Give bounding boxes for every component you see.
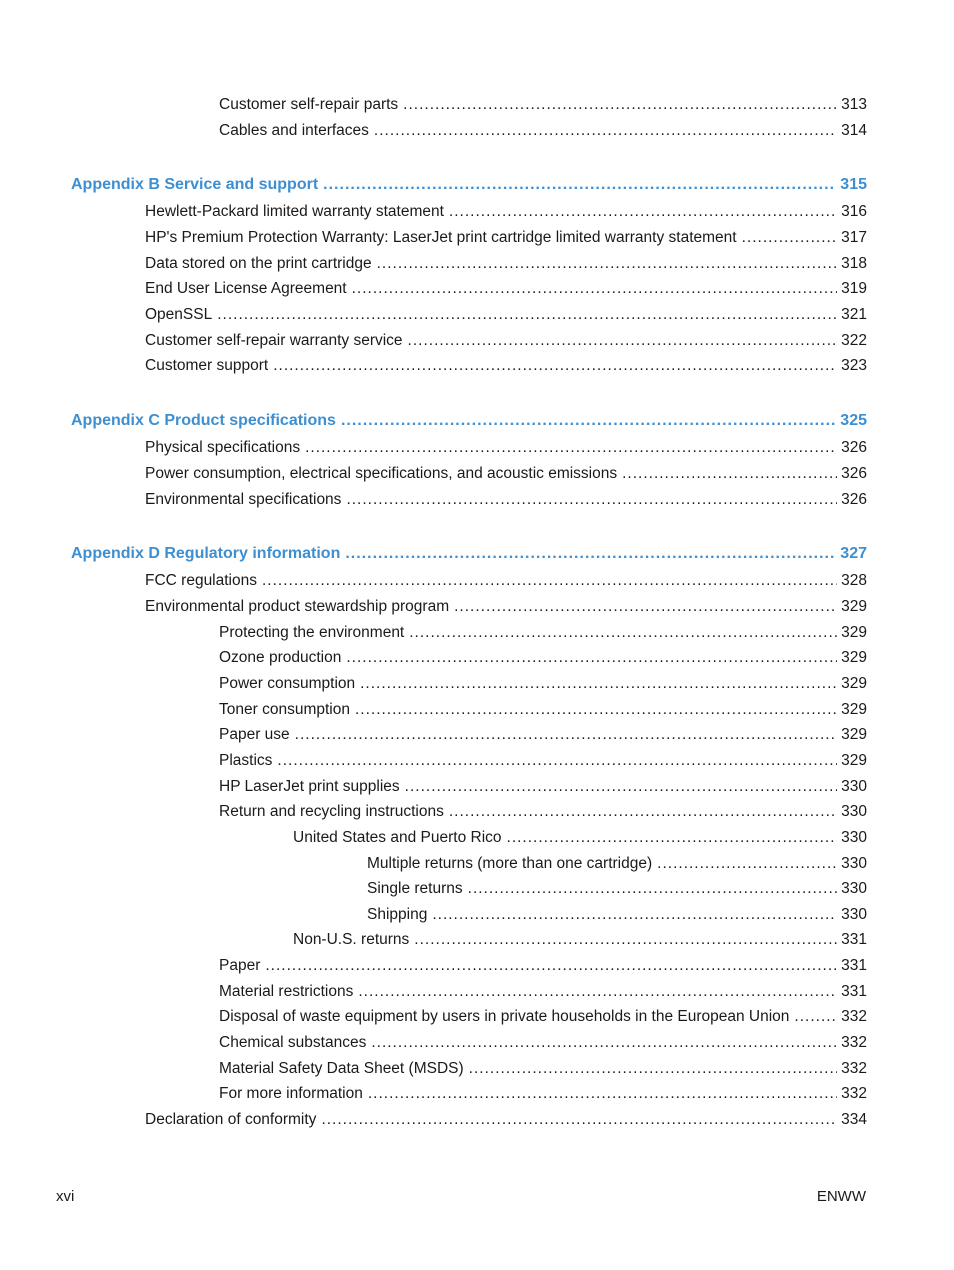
toc-entry[interactable] (219, 672, 867, 696)
toc-entry-page-number: 330 (841, 855, 867, 872)
dot-leader (355, 698, 837, 722)
toc-entry-page-number: 315 (840, 176, 867, 193)
dot-leader (622, 462, 837, 486)
toc-entry-title: Customer support (145, 357, 269, 374)
toc-entry[interactable] (219, 1057, 867, 1081)
toc-entry[interactable] (219, 800, 867, 824)
toc-entry-title: Protecting the environment (219, 624, 405, 641)
dot-leader (295, 723, 837, 747)
toc-entry[interactable] (219, 1082, 867, 1106)
toc-entry-title: OpenSSL (145, 306, 213, 323)
toc-entry[interactable] (219, 1031, 867, 1055)
toc-entry-page-number: 318 (841, 255, 867, 272)
toc-entry-page-number: 331 (841, 983, 867, 1000)
toc-entry-page-number: 330 (841, 880, 867, 897)
toc-entry[interactable] (219, 775, 867, 799)
toc-entry-page-number: 329 (841, 624, 867, 641)
toc-entry-title: Appendix D Regulatory information (71, 545, 341, 562)
toc-entry[interactable] (145, 329, 867, 353)
dot-leader (346, 488, 837, 512)
dot-leader (742, 226, 838, 250)
toc-entry-page-number: 329 (841, 726, 867, 743)
dot-leader (408, 329, 838, 353)
toc-entry-page-number: 325 (840, 412, 867, 429)
toc-entry-page-number: 330 (841, 803, 867, 820)
toc-entry-page-number: 331 (841, 931, 867, 948)
toc-entry-title: Environmental specifications (145, 491, 342, 508)
dot-leader (217, 303, 837, 327)
footer-doc-label: ENWW (816, 1188, 866, 1205)
dot-leader (794, 1005, 837, 1029)
footer-page-number: xvi (56, 1188, 75, 1205)
dot-leader (277, 749, 837, 773)
toc-appendix-heading[interactable] (71, 173, 867, 197)
toc-entry-title: Non-U.S. returns (293, 931, 410, 948)
toc-entry[interactable] (219, 954, 867, 978)
dot-leader (657, 852, 837, 876)
toc-entry[interactable] (145, 200, 867, 224)
toc-entry-title: Data stored on the print cartridge (145, 255, 372, 272)
toc-entry[interactable] (145, 569, 867, 593)
toc-entry-title: Environmental product stewardship program (145, 598, 450, 615)
dot-leader (305, 436, 837, 460)
toc-entry[interactable] (219, 698, 867, 722)
dot-leader (449, 200, 837, 224)
toc-entry-title: Physical specifications (145, 439, 301, 456)
dot-leader (321, 1108, 837, 1132)
toc-entry-page-number: 329 (841, 649, 867, 666)
toc-entry-page-number: 330 (841, 906, 867, 923)
toc-entry[interactable] (219, 646, 867, 670)
toc-entry[interactable] (145, 354, 867, 378)
toc-entry[interactable] (367, 903, 867, 927)
dot-leader (374, 119, 837, 143)
toc-entry[interactable] (293, 826, 867, 850)
dot-leader (449, 800, 837, 824)
toc-entry-title: Appendix C Product specifications (71, 412, 336, 429)
toc-entry[interactable] (219, 621, 867, 645)
toc-entry-page-number: 332 (841, 1085, 867, 1102)
toc-entry[interactable] (219, 93, 867, 117)
dot-leader (273, 354, 837, 378)
dot-leader (377, 252, 838, 276)
dot-leader (262, 569, 837, 593)
dot-leader (346, 646, 837, 670)
toc-entry[interactable] (145, 226, 867, 250)
dot-leader (358, 980, 837, 1004)
toc-entry-page-number: 323 (841, 357, 867, 374)
toc-entry-title: FCC regulations (145, 572, 257, 589)
toc-entry-page-number: 314 (841, 122, 867, 139)
dot-leader (454, 595, 837, 619)
dot-leader (371, 1031, 837, 1055)
toc-entry-page-number: 317 (841, 229, 867, 246)
toc-entry-title: Power consumption, electrical specifications, and acoustic emissions (145, 465, 618, 482)
toc-entry[interactable] (145, 462, 867, 486)
toc-entry-page-number: 326 (841, 491, 867, 508)
toc-appendix-heading[interactable] (71, 542, 867, 566)
toc-entry-title: Paper (219, 957, 261, 974)
dot-leader (345, 542, 836, 566)
toc-entry-title: Shipping (367, 906, 428, 923)
dot-leader (507, 826, 838, 850)
toc-entry-page-number: 330 (841, 778, 867, 795)
toc-entry[interactable] (145, 1108, 867, 1132)
toc-entry-title: For more information (219, 1085, 363, 1102)
toc-entry-title: Chemical substances (219, 1034, 367, 1051)
dot-leader (341, 409, 836, 433)
toc-entry[interactable] (145, 252, 867, 276)
toc-entry-page-number: 329 (841, 675, 867, 692)
dot-leader (352, 277, 838, 301)
toc-entry[interactable] (219, 723, 867, 747)
toc-entry-page-number: 329 (841, 701, 867, 718)
toc-entry[interactable] (293, 928, 867, 952)
toc-entry[interactable] (145, 595, 867, 619)
dot-leader (323, 173, 836, 197)
toc-entry[interactable] (145, 488, 867, 512)
dot-leader (468, 877, 837, 901)
toc-entry-title: Customer self-repair warranty service (145, 332, 403, 349)
toc-entry-title: Toner consumption (219, 701, 350, 718)
toc-entry-title: Declaration of conformity (145, 1111, 317, 1128)
toc-entry-page-number: 313 (841, 96, 867, 113)
toc-entry[interactable] (145, 436, 867, 460)
toc-entry-title: Ozone production (219, 649, 342, 666)
dot-leader (469, 1057, 837, 1081)
toc-entry-page-number: 327 (840, 545, 867, 562)
toc-entry-title: End User License Agreement (145, 280, 347, 297)
dot-leader (405, 775, 837, 799)
toc-entry-title: Power consumption (219, 675, 356, 692)
toc-entry[interactable] (367, 877, 867, 901)
toc-entry-title: Material restrictions (219, 983, 354, 1000)
toc-entry-title: Appendix B Service and support (71, 176, 319, 193)
dot-leader (360, 672, 837, 696)
toc-entry[interactable] (145, 303, 867, 327)
toc-entry[interactable] (367, 852, 867, 876)
dot-leader (432, 903, 837, 927)
toc-entry-title: Disposal of waste equipment by users in private households in the European Union (219, 1008, 790, 1025)
dot-leader (368, 1082, 837, 1106)
toc-entry-page-number: 331 (841, 957, 867, 974)
toc-entry[interactable] (219, 749, 867, 773)
toc-entry-title: Plastics (219, 752, 273, 769)
toc-entry-title: Return and recycling instructions (219, 803, 444, 820)
toc-entry-title: Cables and interfaces (219, 122, 369, 139)
toc-entry[interactable] (219, 980, 867, 1004)
toc-entry-title: Multiple returns (more than one cartridge) (367, 855, 653, 872)
toc-entry-title: Single returns (367, 880, 463, 897)
toc-entry-title: Material Safety Data Sheet (MSDS) (219, 1060, 464, 1077)
toc-entry-title: Hewlett-Packard limited warranty statement (145, 203, 444, 220)
toc-entry[interactable] (145, 277, 867, 301)
toc-entry-page-number: 330 (841, 829, 867, 846)
dot-leader (403, 93, 837, 117)
toc-entry-title: HP's Premium Protection Warranty: LaserJet print cartridge limited warranty statement (145, 229, 737, 246)
toc-entry-page-number: 332 (841, 1034, 867, 1051)
toc-entry-title: Paper use (219, 726, 290, 743)
toc-entry-page-number: 332 (841, 1060, 867, 1077)
toc-entry-page-number: 326 (841, 465, 867, 482)
toc-entry[interactable] (219, 1005, 867, 1029)
toc-entry[interactable] (219, 119, 867, 143)
toc-appendix-heading[interactable] (71, 409, 867, 433)
dot-leader (265, 954, 837, 978)
toc-entry-page-number: 316 (841, 203, 867, 220)
toc-entry-page-number: 321 (841, 306, 867, 323)
dot-leader (414, 928, 837, 952)
toc-entry-page-number: 328 (841, 572, 867, 589)
toc-entry-title: Customer self-repair parts (219, 96, 399, 113)
toc-entry-page-number: 322 (841, 332, 867, 349)
toc-entry-page-number: 332 (841, 1008, 867, 1025)
toc-entry-page-number: 319 (841, 280, 867, 297)
toc-entry-page-number: 329 (841, 598, 867, 615)
toc-entry-page-number: 326 (841, 439, 867, 456)
toc-entry-page-number: 334 (841, 1111, 867, 1128)
dot-leader (409, 621, 837, 645)
toc-entry-page-number: 329 (841, 752, 867, 769)
toc-entry-title: United States and Puerto Rico (293, 829, 502, 846)
toc-entry-title: HP LaserJet print supplies (219, 778, 400, 795)
